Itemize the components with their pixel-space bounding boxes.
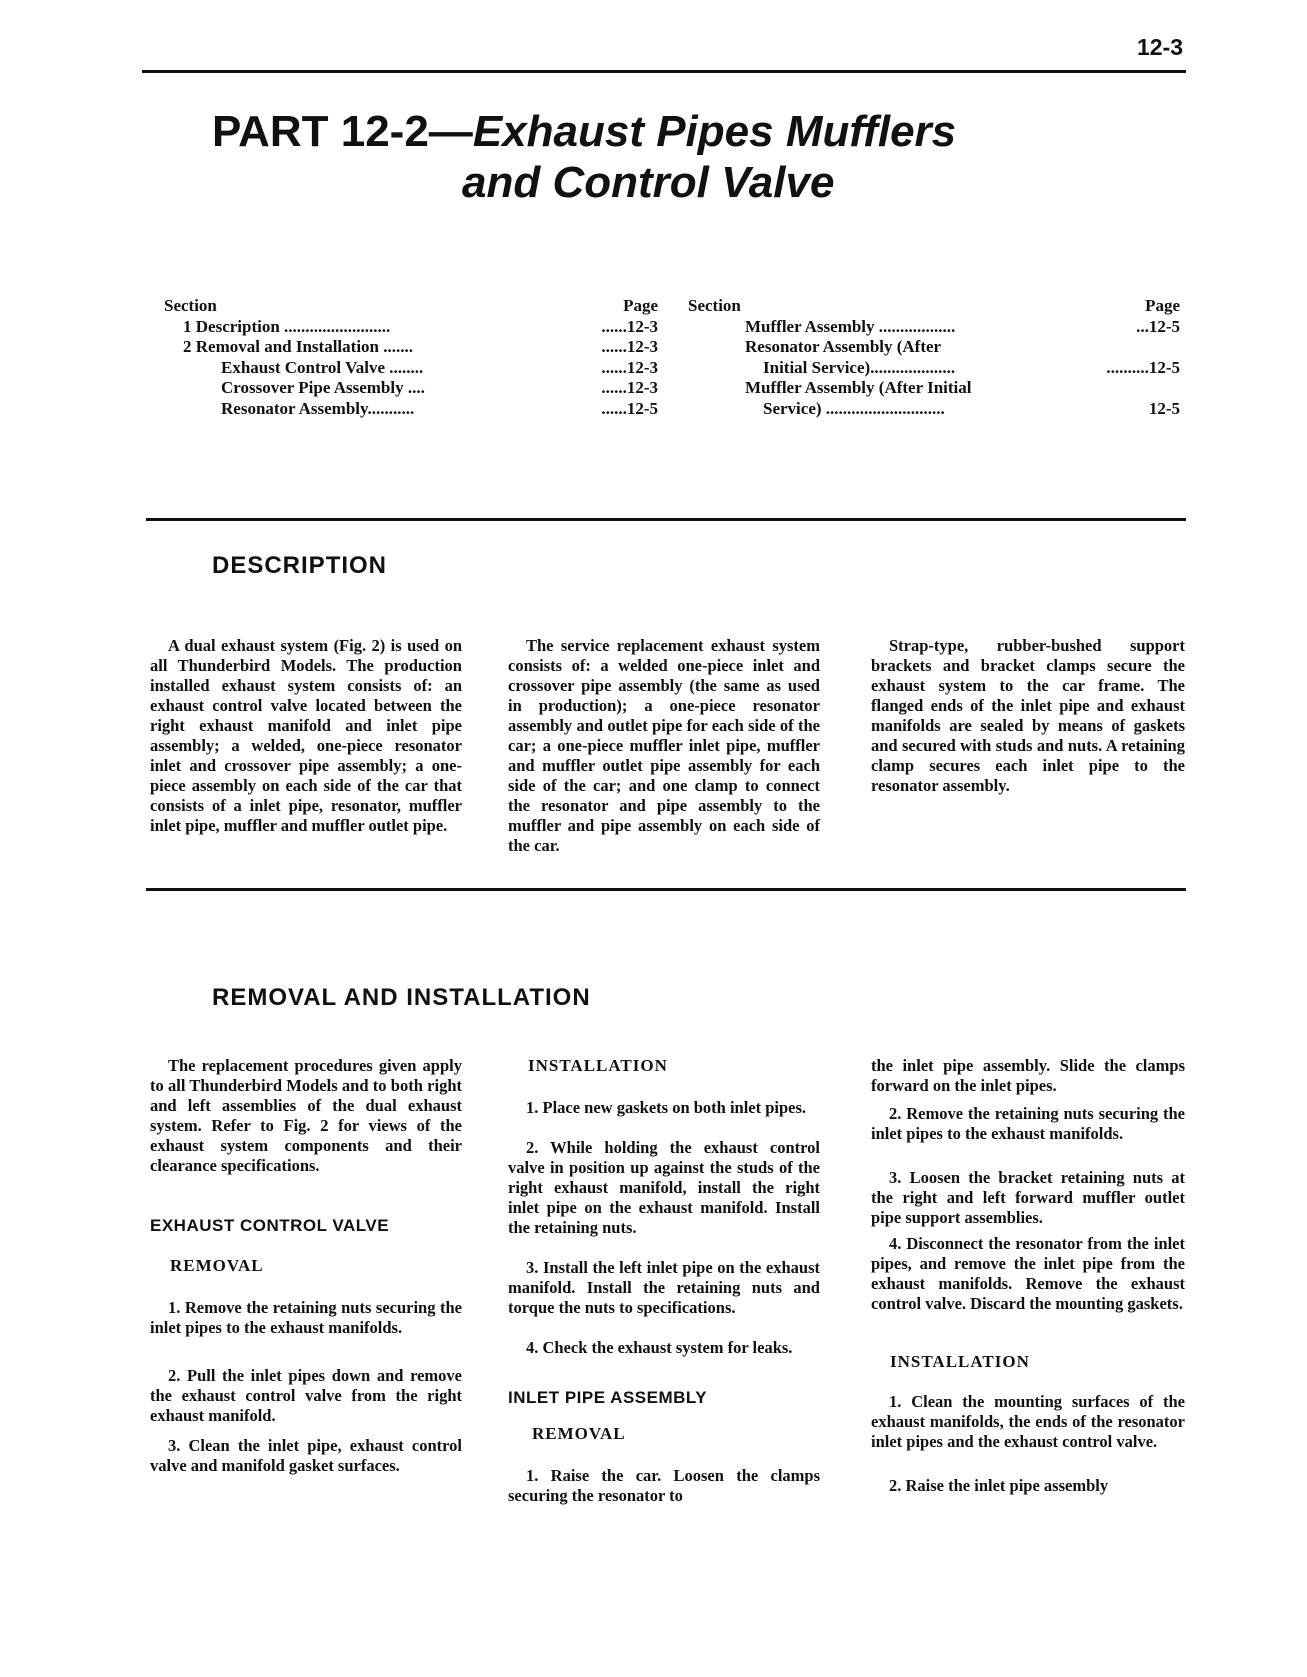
installation-subheading: INSTALLATION xyxy=(890,1352,1030,1371)
installation-subheading: INSTALLATION xyxy=(528,1056,668,1075)
toc-page-header: Page xyxy=(1145,296,1180,315)
description-col2: The service replacement exhaust system consists of: a welded one-piece inlet and crossover pipe assembly (the same as used in production); a one-piece resonator assembly and outlet pipe for each side of the car; a one-piece muffler inlet pipe, muffler and muffler outlet pipe assembly for each side of the car; and one clamp to connect the resonator and pipe assembly to the muffler and pipe assembly on each side of the car. xyxy=(508,636,820,855)
toc-entry: 2 Removal and Installation ....... xyxy=(183,337,413,356)
subheading-exhaust-control-valve: EXHAUST CONTROL VALVE xyxy=(150,1216,390,1235)
step: 1. Place new gaskets on both inlet pipes. xyxy=(526,1098,807,1117)
toc-section-header: Section xyxy=(164,296,217,315)
toc-page: ......12-5 xyxy=(601,398,658,418)
page-title xyxy=(212,104,956,160)
toc-page: ......12-3 xyxy=(601,337,658,356)
step: 4. Check the exhaust system for leaks. xyxy=(526,1338,793,1357)
step: 2. Pull the inlet pipes down and remove the exhaust control valve from the right exhaust manifold. xyxy=(150,1366,462,1425)
header-rule xyxy=(142,70,1186,73)
removal-intro: The replacement procedures given apply to all Thunderbird Models and to both right and left assemblies of the dual exhaust system. Refer to Fig. 2 for views of the exhaust system components and their clearance specifications. xyxy=(150,1056,462,1175)
toc-entry: Muffler Assembly .................. xyxy=(745,316,956,336)
section-rule xyxy=(146,518,1186,521)
toc-entry: 1 Description ......................... xyxy=(183,316,391,336)
step: 4. Disconnect the resonator from the inlet pipes, and remove the inlet pipe from the exhaust manifolds. Remove the exhaust control valve. Discard the mounting gaskets. xyxy=(871,1234,1185,1313)
toc-entry: Service) ............................ xyxy=(763,398,945,418)
step: 1. Raise the car. Loosen the clamps securing the resonator to xyxy=(508,1466,820,1505)
page-number: 12-3 xyxy=(1136,34,1183,60)
toc-page xyxy=(1070,378,1180,399)
toc-right xyxy=(688,296,971,419)
step-continued: the inlet pipe assembly. Slide the clamps forward on the inlet pipes. xyxy=(871,1056,1185,1095)
toc-entry: Exhaust Control Valve ........ xyxy=(221,357,424,377)
step: 2. Remove the retaining nuts securing the inlet pipes to the exhaust manifolds. xyxy=(871,1104,1185,1143)
toc-page: ......12-3 xyxy=(601,357,658,377)
subheading-inlet-pipe-assembly: INLET PIPE ASSEMBLY xyxy=(508,1388,708,1407)
toc-left xyxy=(164,296,425,419)
toc-page: 12-5 xyxy=(1148,398,1180,418)
removal-subheading: REMOVAL xyxy=(170,1256,264,1275)
toc-entry: Crossover Pipe Assembly .... xyxy=(221,378,425,397)
step: 2. While holding the exhaust control valve in position up against the studs of the right exhaust manifold, install the right inlet pipe on the exhaust manifold. Install the retaining nuts. xyxy=(508,1138,820,1237)
removal-heading: REMOVAL AND INSTALLATION xyxy=(212,984,591,1011)
section-rule xyxy=(146,888,1186,891)
description-col3: Strap-type, rubber-bushed support brackets and bracket clamps secure the exhaust system to the car frame. The flanged ends of the inlet pipe and exhaust manifolds are sealed by means of gaskets and secured with studs and nuts. A retaining clamp secures each inlet pipe to the resonator assembly. xyxy=(871,636,1185,795)
step: 2. Raise the inlet pipe assembly xyxy=(889,1476,1109,1495)
page-title-line2: and Control Valve xyxy=(462,158,835,207)
toc-section-header: Section xyxy=(688,296,741,315)
toc-entry: Muffler Assembly (After Initial xyxy=(745,378,972,397)
step: 1. Remove the retaining nuts securing the inlet pipes to the exhaust manifolds. xyxy=(150,1298,462,1337)
step: 3. Clean the inlet pipe, exhaust control valve and manifold gasket surfaces. xyxy=(150,1436,462,1475)
step: 3. Loosen the bracket retaining nuts at the right and left forward muffler outlet pipe support assemblies. xyxy=(871,1168,1185,1227)
step: 1. Clean the mounting surfaces of the exhaust manifolds, the ends of the resonator inlet pipes and the exhaust control valve. xyxy=(871,1392,1185,1451)
toc-entry: Resonator Assembly........... xyxy=(221,398,415,418)
removal-subheading: REMOVAL xyxy=(532,1424,626,1443)
toc-page: ...12-5 xyxy=(1136,316,1180,336)
toc-entry: Initial Service).................... xyxy=(763,357,956,377)
toc-page: ......12-3 xyxy=(601,316,658,336)
toc-page-header: Page xyxy=(623,296,658,315)
title-italic: Exhaust Pipes Mufflers xyxy=(472,107,957,156)
toc-left-pages xyxy=(578,296,658,419)
toc-entry: Resonator Assembly (After xyxy=(745,337,942,356)
toc-page xyxy=(1070,337,1180,358)
toc-page: ..........12-5 xyxy=(1106,357,1180,377)
step: 3. Install the left inlet pipe on the exhaust manifold. Install the retaining nuts and torque the nuts to specifications. xyxy=(508,1258,820,1317)
toc-right-pages xyxy=(1070,296,1180,419)
toc-page: ......12-3 xyxy=(601,378,658,397)
description-heading: DESCRIPTION xyxy=(212,552,388,579)
title-prefix: PART 12-2— xyxy=(212,107,473,156)
description-col1: A dual exhaust system (Fig. 2) is used on all Thunderbird Models. The production installed exhaust system consists of: an exhaust control valve located between the right exhaust manifold and inlet pipe assembly; a welded, one-piece resonator inlet and crossover pipe assembly; a one-piece assembly on each side of the car that consists of a inlet pipe, resonator, muffler inlet pipe, muffler and muffler outlet pipe. xyxy=(150,636,462,835)
